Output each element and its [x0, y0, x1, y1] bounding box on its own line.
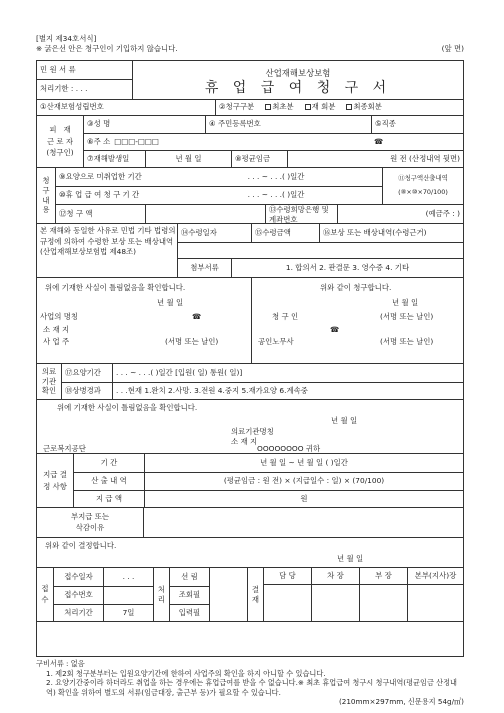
receipt-label: 민 원 서 류 [37, 61, 132, 80]
receipt-date-label-cell: 접수일자 [53, 568, 103, 586]
medical-section-label: 의료 기관 확인 [41, 367, 57, 396]
amount-field[interactable] [145, 205, 265, 224]
attorney-sign-note: (서명 또는 날인) [380, 337, 434, 346]
payment-block [37, 453, 463, 507]
claimant-sign [251, 278, 463, 363]
receipt-block [37, 567, 463, 621]
checkbox-icon[interactable] [305, 104, 311, 110]
claimant-phone-icon: ☎ [330, 325, 340, 334]
footer-note-2: 2. 요양기간중이라 하더라도 취업을 하는 경우에는 휴업급여를 받을 수 없습니다.※ 최초 휴업급여 청구시 청구내역(평균임금 산정내역) 확인을 위하여 별도의 서류(임금대장, 출근부 등)가 필요할 수 있습니다. [46, 678, 458, 698]
employer-sign-note: (서명 또는 날인) [165, 337, 219, 346]
approver-1[interactable]: 담 당 [263, 568, 311, 622]
reason-field[interactable] [143, 508, 463, 537]
claim-type-first[interactable]: 최초분 [264, 103, 293, 112]
claim-block [37, 167, 463, 223]
footer-note-1: 1. 제2회 청구분부터는 입원요양기간에 한하여 사업주의 확인을 하지 아니할 수 있습니다. [46, 668, 326, 678]
compensation-detail-label: ⑯보상 또는 배상내역(수령근거) [319, 224, 463, 242]
processing-sign-area[interactable] [209, 568, 247, 622]
biz-name-label: 사업의 명칭 [40, 312, 79, 321]
receipt-deadline-label-cell: 처리기간 [53, 604, 103, 622]
compensation-block [37, 223, 463, 277]
reason-label: 부지급 또는 삭감이유 [70, 512, 110, 532]
employer-confirm [37, 278, 251, 363]
decision-row [37, 537, 463, 567]
form-subtitle: 산업재해보상보험 [132, 61, 463, 79]
form-title: 휴 업 급 여 청 구 서 [132, 77, 463, 99]
claim-section-label: 청 구 내 용 [42, 175, 50, 215]
claim-line-1 [55, 168, 382, 186]
receive-date-label: ⑭수령일자 [181, 227, 217, 237]
receipt-date-field[interactable]: . . . [103, 568, 153, 586]
attachments-row [177, 258, 463, 278]
institution-addr-label: 소 재 지 [231, 437, 258, 446]
instruction-text: ※ 굵은선 안은 청구인이 기입하지 않습니다. [36, 44, 178, 53]
job-label[interactable]: ⑤직종 [371, 116, 463, 133]
employer-confirm-date: 년 월 일 [157, 298, 184, 307]
paper-size-note: (210mm×297mm, 신문용지 54g/㎡) [338, 697, 464, 706]
decision-date: 년 월 일 [337, 554, 364, 563]
claimant-sign-note: (서명 또는 날인) [380, 312, 434, 321]
period-field[interactable]: . . . ~ . . .( )일간 [247, 171, 305, 181]
calc-cell [382, 168, 463, 204]
payment-amount-unit[interactable]: 원 [144, 491, 463, 508]
checkbox-icon[interactable] [265, 104, 271, 110]
checkbox-icon[interactable] [346, 104, 352, 110]
branch-name: OOOOOOOO 귀하 [257, 444, 321, 453]
review-cell[interactable]: 선 림 [169, 568, 209, 586]
rrn-label[interactable]: ④ 주민등록번호 [205, 116, 371, 133]
medical-block [37, 363, 463, 399]
insurance-row [37, 99, 463, 115]
address-field[interactable]: ⑥주 소 □□□-□□□ [87, 136, 159, 146]
status-label: ⑱상병경과 [65, 386, 101, 396]
payment-amount-label: 지 급 액 [95, 494, 123, 504]
period-label: ⑨요양으로 미취업한 기간 [59, 171, 142, 181]
form-instruction [36, 45, 464, 54]
verify-cell[interactable]: 조회필 [169, 586, 209, 604]
accident-date-label: ⑦재해발생일 [87, 154, 130, 164]
payment-section-label: 지급 결 정 사항 [43, 470, 67, 491]
calc-formula: (⑧×⑩×70/100) [398, 188, 448, 197]
claimant-label: 청 구 인 [272, 312, 299, 321]
insurance-no-label: ①산재보험성립번호 [40, 102, 104, 112]
payment-period-label: 기 간 [100, 457, 118, 467]
confirmation-block [37, 277, 463, 363]
worker-line-1 [83, 116, 463, 133]
avg-wage-label: ⑧평균임금 [231, 151, 287, 168]
payment-period-field[interactable]: 년 월 일 ~ 년 월 일 ( )일간 [144, 454, 463, 472]
avg-wage-field[interactable]: 원 전 (산정내역 뒷면) [287, 151, 463, 168]
processing-label-cell: 처 리 [153, 568, 169, 622]
worker-line-3 [83, 150, 463, 168]
reason-row [37, 507, 463, 537]
form-code: [별지 제34호서식] [36, 34, 97, 43]
approval-label-cell: 결 재 [247, 568, 263, 622]
phone-icon: ☎ [374, 136, 384, 146]
claim-period-field[interactable]: . . . ~ . . .( )일간 [247, 190, 305, 200]
deadline-label: 처리기한 : . . . [40, 84, 88, 94]
care-period-row [61, 364, 463, 382]
decision-text: 위와 같이 결정합니다. [45, 541, 117, 550]
bank-label: ⑬수령희망은행 및 계좌번호 [265, 205, 337, 224]
payment-calc-field[interactable]: (평균임금 : 원 전) × (지급일수 : 일) × (70/100) [144, 473, 463, 490]
institution-name-label: 의료기관명칭 [231, 427, 274, 436]
medical-confirm-block [37, 399, 463, 453]
claim-line-3 [55, 204, 463, 224]
medical-confirm-date: 년 월 일 [331, 416, 358, 425]
worker-section-label: 피 재 근 로 자 (청구인) [46, 125, 74, 158]
labor-attorney-label: 공인노무사 [258, 337, 294, 346]
attachments-label: 첨부서류 [190, 263, 219, 273]
accident-date-field[interactable]: 년 월 일 [145, 151, 231, 168]
payment-calc-row [73, 472, 463, 490]
header-row [37, 61, 463, 99]
biz-addr-label: 소 재 지 [43, 325, 70, 334]
claim-type-repeat[interactable]: 재 회분 [304, 103, 336, 112]
biz-phone-icon: ☎ [192, 312, 202, 321]
receipt-deadline-value: 7일 [103, 604, 153, 622]
zip-boxes: □□□-□□□ [114, 136, 159, 146]
approver-4[interactable]: 본부(지사)장 [407, 568, 463, 622]
page-side: (앞 면) [441, 44, 464, 53]
claim-text: 위와 같이 청구합니다. [320, 283, 392, 292]
payment-period-row [73, 454, 463, 472]
payment-calc-label: 산 출 내 역 [91, 476, 127, 486]
claim-type-label: ②청구구분 [219, 102, 255, 112]
medical-confirm-text: 위에 기재한 사실이 틀림없음을 확인합니다. [57, 403, 198, 412]
status-row [61, 382, 463, 400]
biz-owner-label: 사 업 주 [43, 337, 70, 346]
receipt-no-label-cell: 접수번호 [53, 586, 103, 604]
claim-date: 년 월 일 [392, 298, 419, 307]
name-label[interactable]: ③성 명 [87, 119, 111, 129]
amount-label: ⑫청 구 액 [59, 209, 93, 219]
receipt-no-field[interactable] [103, 586, 153, 604]
addressee: 근로복지공단 [43, 444, 86, 453]
employer-confirm-text: 위에 기재한 사실이 틀림없음을 확인합니다. [45, 283, 186, 292]
receive-amount-label: ⑮수령금액 [251, 224, 319, 242]
input-cell[interactable]: 입력필 [169, 604, 209, 622]
compensation-headers [177, 224, 463, 242]
receipt-section-label: 접 수 [41, 584, 49, 604]
worker-line-2 [83, 133, 463, 150]
worker-block [37, 115, 463, 167]
footer-notes [36, 659, 466, 698]
form-bottom-spacer [37, 621, 463, 658]
claim-form [36, 60, 464, 657]
attachments-items[interactable]: 1. 합의서 2. 판결문 3. 영수증 4. 기타 [231, 259, 463, 278]
claim-type-group [215, 100, 463, 115]
status-field[interactable]: . . .현재 1.완치 2.사망. 3.전원 4.중지 5.재가요양 6.계속중 [112, 383, 463, 400]
calc-label: ⑪청구액산출내역 [398, 174, 448, 183]
payment-amount-row [73, 490, 463, 508]
claim-period-label: ⑩휴 업 급 여 청 구 기 간 [59, 190, 140, 200]
required-docs: 구비서류 : 없음 [36, 659, 85, 668]
claim-type-final[interactable]: 최종회분 [345, 103, 382, 112]
approver-3[interactable]: 부 장 [359, 568, 407, 622]
care-period-field[interactable]: . . . ~ . . .( )일간 [입원( 일) 통원( 일)] [112, 364, 463, 382]
compensation-text: 본 재해와 동일한 사유로 민법 기타 법령의 규정에 의하여 수령한 보상 또는 배상내역(산업재해보상보험법 제48조) [40, 226, 176, 257]
approver-2[interactable]: 차 장 [311, 568, 359, 622]
claim-line-2 [55, 186, 382, 204]
bank-field[interactable]: (예금주 : ) [337, 205, 463, 224]
care-period-label: ⑰요양기간 [65, 367, 101, 377]
compensation-values[interactable] [177, 242, 463, 258]
